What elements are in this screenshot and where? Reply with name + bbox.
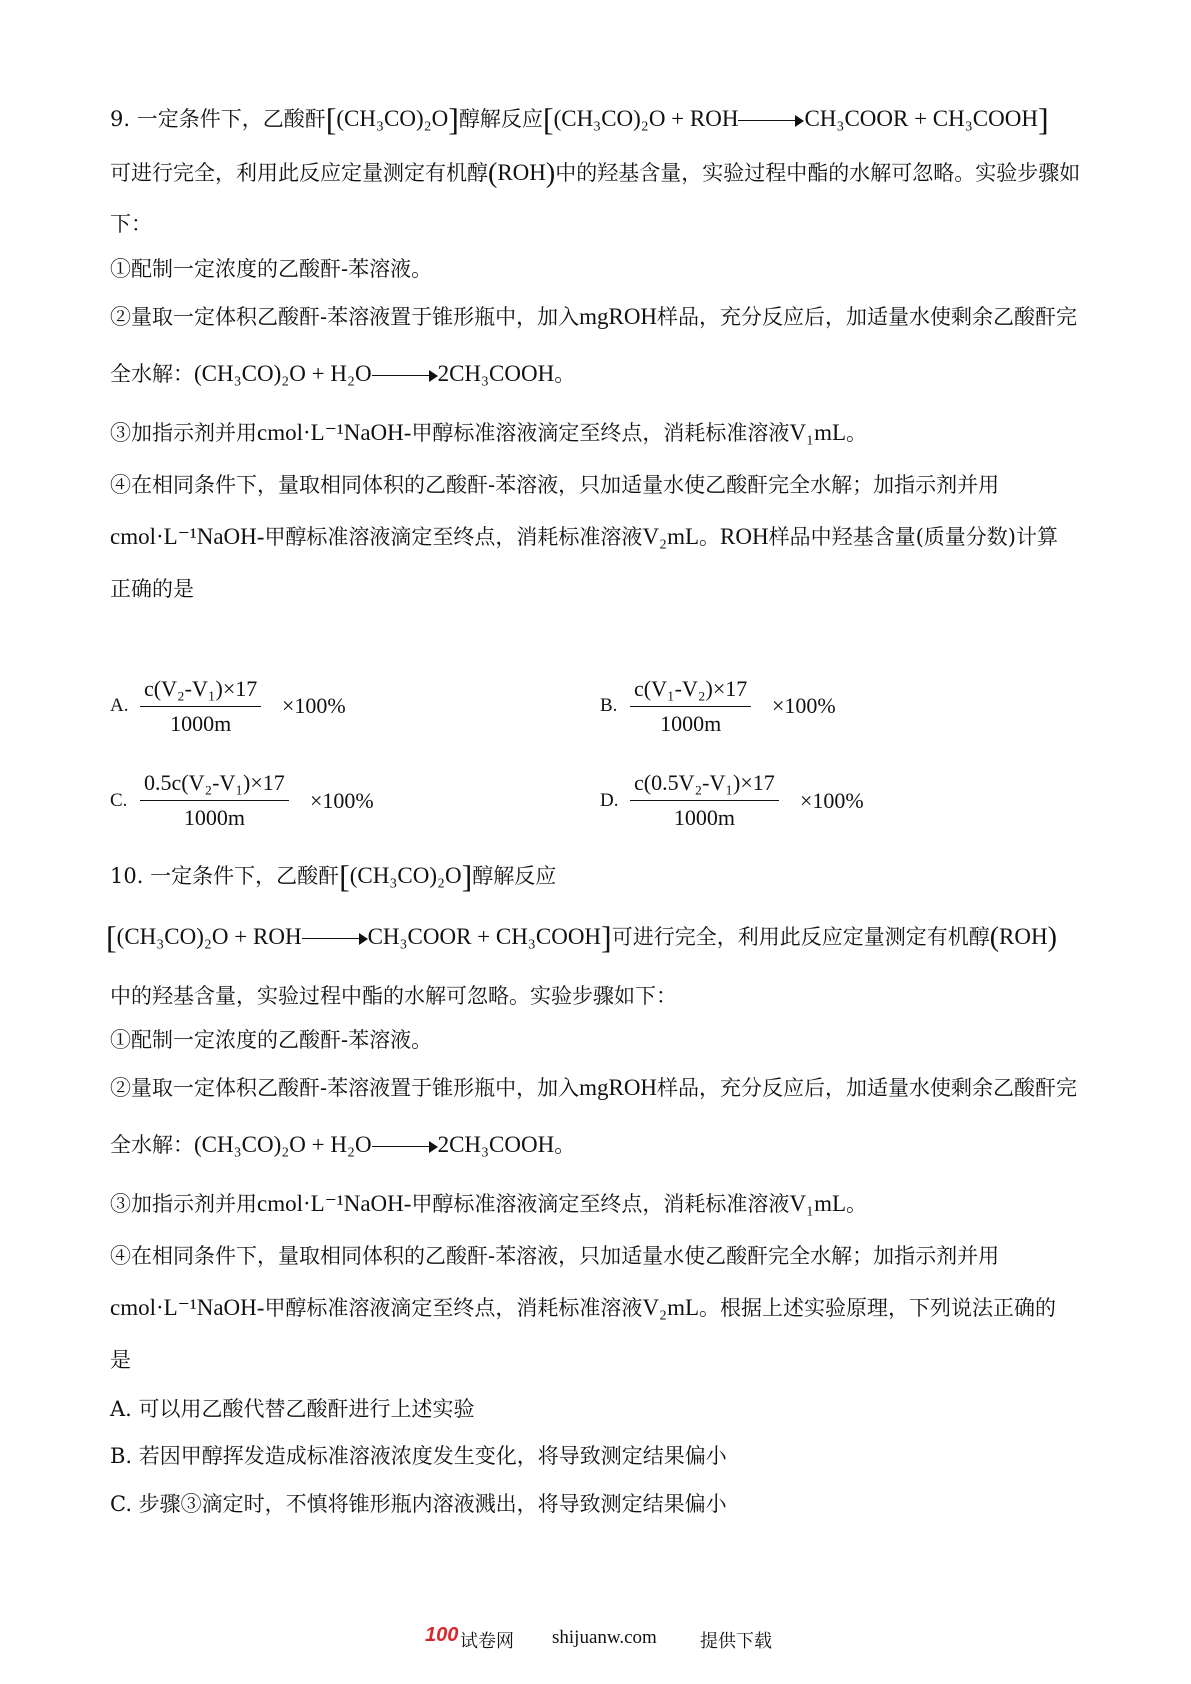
q9-option-b-fraction: $\frac{\text{c(V₁-V₂)×17}}{1000m}$ (630, 676, 751, 737)
q10-step-2b: 全水解：(CH₃CO)₂O + H₂O 2CH₃COOH。 (110, 1132, 576, 1157)
site-logo-icon: 100 (425, 1624, 459, 1646)
q9-option-c-fraction: $\frac{\text{0.5c(V₂-V₁)×17}}{1000m}$ (140, 770, 289, 831)
q9-option-a-label[interactable]: A. (110, 695, 129, 716)
q9-step-4a: ④在相同条件下，量取相同体积的乙酸酐-苯溶液，只加适量水使乙酸酐完全水解；加指示剂并用 (110, 473, 1000, 497)
q9-option-c-label[interactable]: C. (110, 790, 128, 811)
q9-option-b-tail: ×100% (772, 693, 836, 718)
q9-step-4c: 正确的是 (110, 577, 194, 601)
q9-line-2: 可进行完全，利用此反应定量测定有机醇(ROH)中的羟基含量，实验过程中酯的水解可忽略。实验步骤如 (110, 158, 1081, 189)
q10-step-4b: cmol·L⁻¹NaOH-甲醇标准溶液滴定至终点，消耗标准溶液V₂mL。根据上述实验原理，下列说法正确的 (110, 1295, 1057, 1320)
q10-step-3: ③加指示剂并用cmol·L⁻¹NaOH-甲醇标准溶液滴定至终点，消耗标准溶液V₁mL。 (110, 1191, 868, 1216)
footer-site-name: 试卷网 (460, 1631, 514, 1652)
q9-step-2b: 全水解：(CH₃CO)₂O + H₂O 2CH₃COOH。 (110, 361, 576, 386)
q9-intro-text: 9. 一定条件下，乙酸酐 (110, 107, 326, 131)
q9-option-d-tail: ×100% (800, 788, 864, 813)
q9-step-1: ①配制一定浓度的乙酸酐-苯溶液。 (110, 257, 433, 281)
reaction-arrow-icon (302, 933, 368, 945)
q9-line-1: 9. 一定条件下，乙酸酐[(CH₃CO)₂O]醇解反应[(CH₃CO)₂O + ROH CH₃COOR + CH₃COOH] (110, 101, 1049, 137)
reaction-arrow-icon (372, 1141, 438, 1153)
q10-option-c[interactable]: C. 步骤③滴定时，不慎将锥形瓶内溶液溅出，将导致测定结果偏小 (110, 1492, 727, 1516)
q10-step-2a: ②量取一定体积乙酸酐-苯溶液置于锥形瓶中，加入mgROH样品，充分反应后，加适量水使剩余乙酸酐完 (110, 1075, 1078, 1100)
q9-reactants: (CH₃CO)₂O + ROH (553, 106, 739, 131)
q10-line-1: 10. 一定条件下，乙酸酐[(CH₃CO)₂O]醇解反应 (110, 858, 557, 894)
footer-download: 提供下载 (700, 1631, 772, 1652)
q9-step-2a: ②量取一定体积乙酸酐-苯溶液置于锥形瓶中，加入mgROH样品，充分反应后，加适量水使剩余乙酸酐完 (110, 304, 1078, 329)
footer-url[interactable]: shijuanw.com (552, 1627, 657, 1648)
q9-step-3: ③加指示剂并用cmol·L⁻¹NaOH-甲醇标准溶液滴定至终点，消耗标准溶液V₁mL。 (110, 420, 868, 445)
q9-reaction-label: 醇解反应 (458, 107, 543, 131)
q9-option-d-fraction: $\frac{\text{c(0.5V₂-V₁)×17}}{1000m}$ (630, 770, 779, 831)
q10-line-3: 中的羟基含量，实验过程中酯的水解可忽略。实验步骤如下： (110, 984, 677, 1008)
q10-line-2: [(CH₃CO)₂O + ROH CH₃COOR + CH₃COOH]可进行完全，利用此反应定量测定有机醇(ROH) (106, 919, 1057, 955)
q9-option-a-tail: ×100% (282, 693, 346, 718)
q9-option-d-label[interactable]: D. (600, 790, 619, 811)
q9-option-c-tail: ×100% (310, 788, 374, 813)
q10-step-4a: ④在相同条件下，量取相同体积的乙酸酐-苯溶液，只加适量水使乙酸酐完全水解；加指示剂并用 (110, 1244, 1000, 1268)
q10-option-a[interactable]: A. 可以用乙酸代替乙酸酐进行上述实验 (110, 1397, 475, 1421)
q9-option-a-fraction: $\frac{\text{c(V₂-V₁)×17}}{1000m}$ (140, 676, 261, 737)
q9-step-4b: cmol·L⁻¹NaOH-甲醇标准溶液滴定至终点，消耗标准溶液V₂mL。ROH样品中羟基含量(质量分数)计算 (110, 524, 1058, 549)
q9-option-b-label[interactable]: B. (600, 695, 618, 716)
q9-formula-anhydride: (CH₃CO)₂O (336, 106, 449, 131)
q9-products: CH₃COOR + CH₃COOH (804, 106, 1038, 131)
q10-step-4c: 是 (110, 1348, 131, 1372)
q10-option-b[interactable]: B. 若因甲醇挥发造成标准溶液浓度发生变化，将导致测定结果偏小 (110, 1444, 727, 1468)
reaction-arrow-icon (372, 370, 438, 382)
reaction-arrow-icon (738, 115, 804, 127)
q10-step-1: ①配制一定浓度的乙酸酐-苯溶液。 (110, 1028, 433, 1052)
q9-line-3: 下： (110, 212, 152, 236)
